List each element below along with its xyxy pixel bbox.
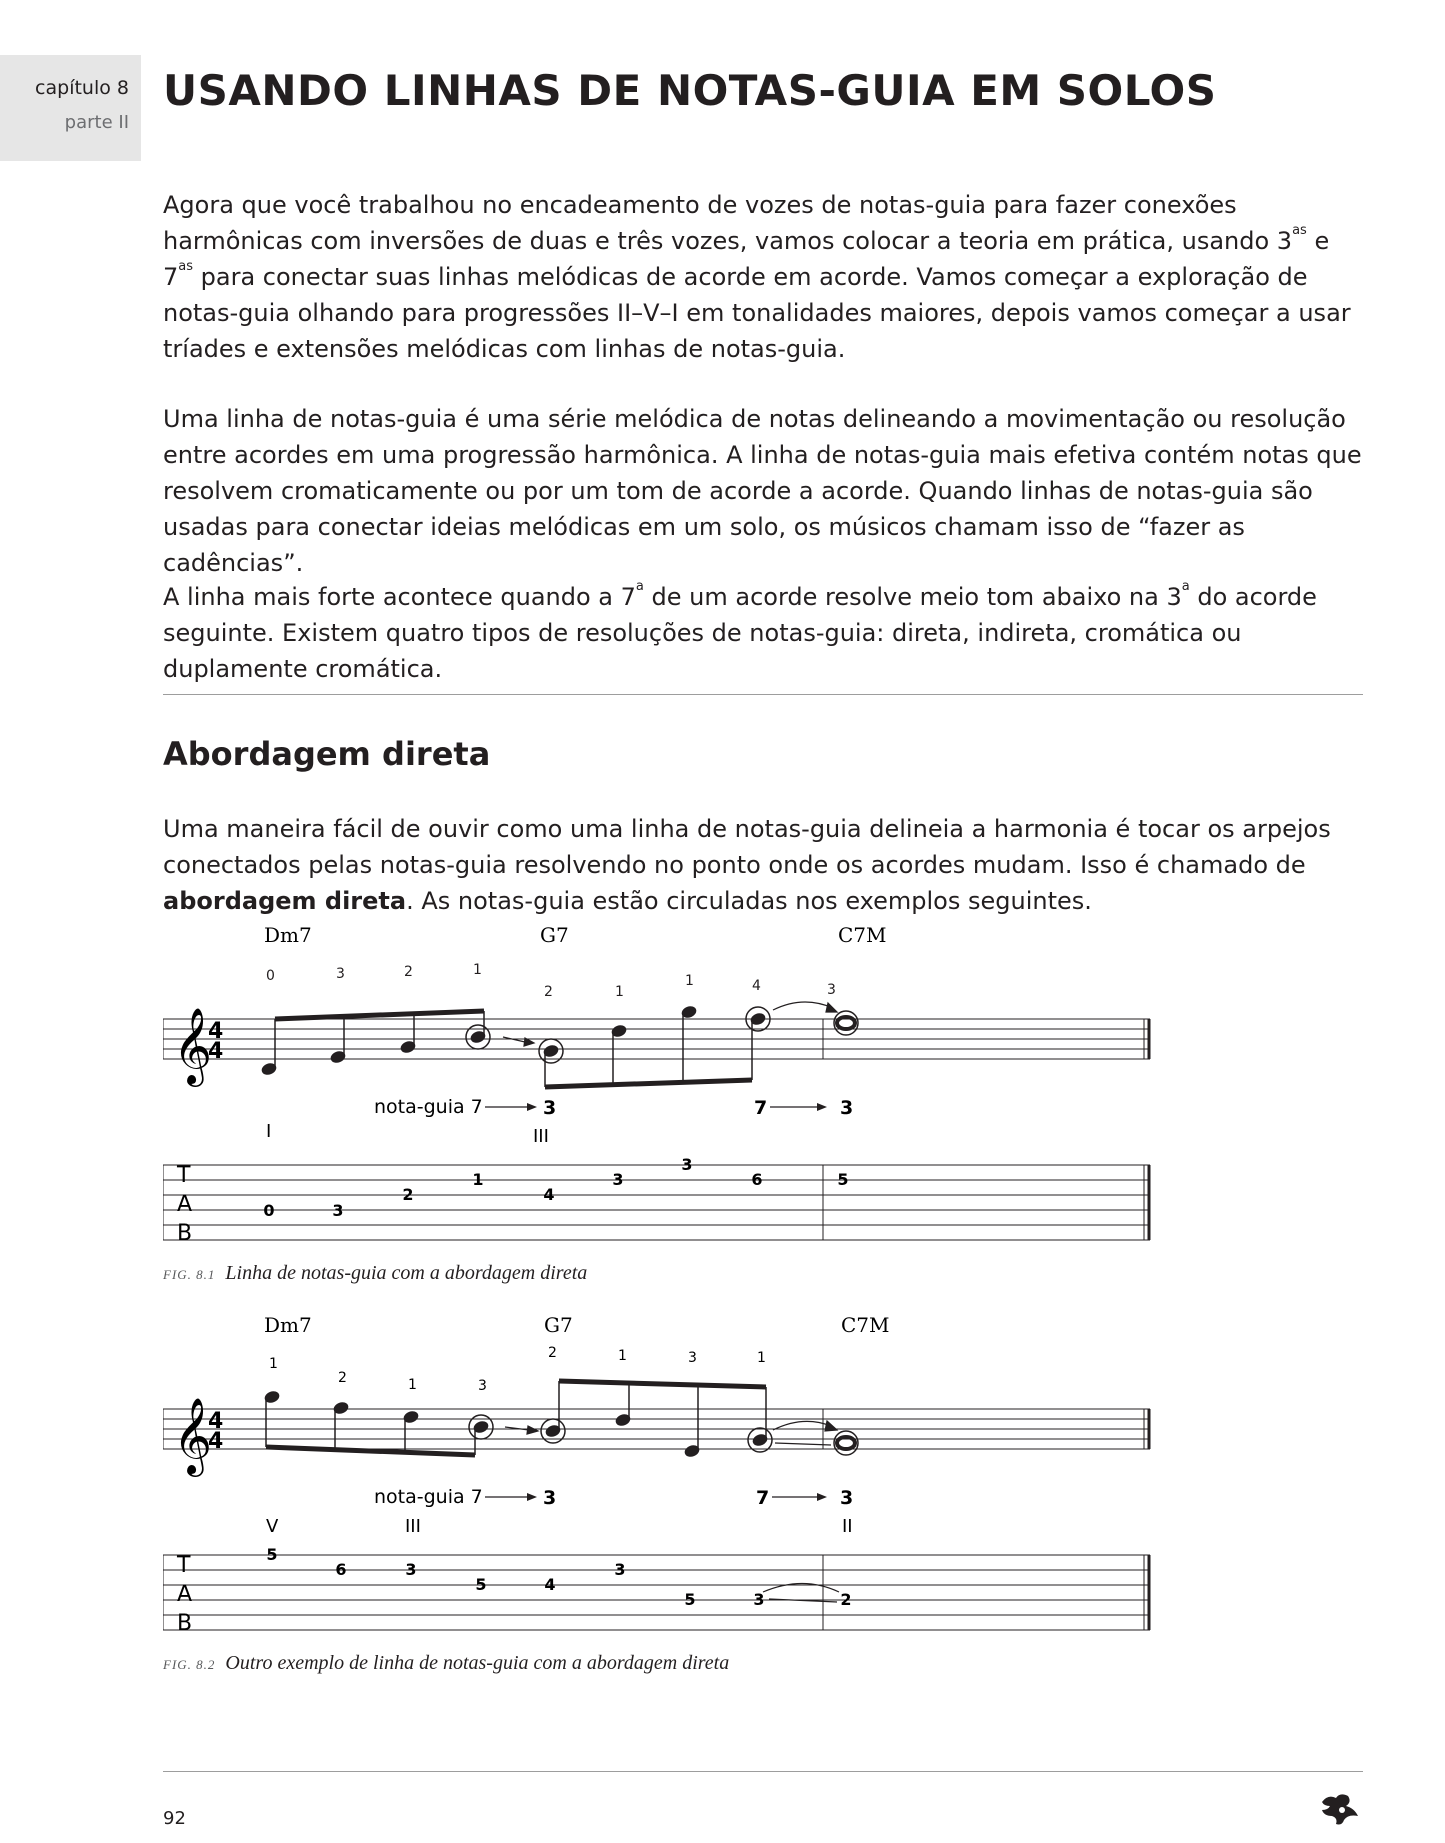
fingering: 1: [757, 1350, 766, 1366]
tab-staff: [163, 1555, 1150, 1630]
tab-number: 5: [266, 1545, 278, 1564]
chapter-tab: [0, 55, 141, 161]
page-title: USANDO LINHAS DE NOTAS-GUIA EM SOLOS: [163, 66, 1217, 115]
chord-symbol: G7: [540, 923, 569, 947]
figure-8-1-caption: FIG. 8.1 Linha de notas-guia com a abordagem direta: [163, 1262, 588, 1284]
fingering: 3: [478, 1378, 487, 1394]
position-marker: III: [533, 1126, 549, 1147]
svg-text:T: T: [177, 1163, 191, 1188]
tab-number: 2: [840, 1590, 852, 1609]
fingering: 3: [336, 966, 345, 982]
section-heading: Abordagem direta: [163, 735, 491, 773]
chord-symbol: G7: [544, 1313, 573, 1337]
tab-number: 3: [405, 1560, 417, 1579]
treble-clef-icon: 𝄞: [173, 1397, 213, 1474]
part-label: parte II: [64, 112, 129, 133]
guide-tone-label: nota-guia 7: [374, 1096, 483, 1118]
tab-number: 4: [543, 1185, 555, 1204]
svg-text:3: 3: [840, 1487, 854, 1509]
section-paragraph: Uma maneira fácil de ouvir como uma linha de notas-guia delineia a harmonia é tocar os arpejos conectados pelas notas-guia resolvendo no ponto onde os acordes mudam. Isso é chamado de abordagem direta. As notas-guia estão circuladas nos exemplos seguintes.: [163, 815, 1331, 915]
tab-number: 5: [684, 1590, 696, 1609]
svg-text:B: B: [177, 1611, 193, 1636]
position-marker: II: [842, 1516, 853, 1537]
chord-symbol: Dm7: [264, 1313, 312, 1337]
fingering: 1: [473, 962, 482, 978]
svg-text:7: 7: [756, 1487, 770, 1509]
fingering: 0: [266, 968, 275, 984]
tab-number: 6: [751, 1170, 763, 1189]
treble-clef-icon: 𝄞: [173, 1007, 213, 1084]
position-marker: III: [405, 1516, 421, 1537]
intro-paragraph-3: A linha mais forte acontece quando a 7$^a$ de um acorde resolve meio tom abaixo na 3$^a$ do acorde seguinte. Existem quatro tipos de resoluções de notas-guia: direta, indireta, cromática ou duplamente cromática.: [163, 579, 1317, 683]
fingering: 2: [544, 984, 553, 1000]
tab-number: 6: [335, 1560, 347, 1579]
tab-number: 3: [612, 1170, 624, 1189]
svg-text:3: 3: [543, 1097, 557, 1119]
music-staff: [163, 1409, 1150, 1449]
svg-text:3: 3: [840, 1097, 854, 1119]
fingering: 1: [408, 1377, 417, 1393]
intro-paragraph-1: Agora que você trabalhou no encadeamento de vozes de notas-guia para fazer conexões harmônicas com inversões de duas e três vozes, vamos colocar a teoria em prática, usando $3^{as}$ e $7^{as}$ para conectar suas linhas melódicas de acorde em acorde. Vamos começar a exploração de notas-guia olhando para progressões II–V–I em tonalidades maiores, depois vamos começar a usar tríades e extensões melódicas com linhas de notas-guia.: [163, 191, 1351, 363]
svg-text:4: 4: [208, 1039, 224, 1064]
svg-text:4: 4: [208, 1409, 224, 1434]
fingering: 1: [618, 1348, 627, 1364]
tab-number: 0: [263, 1201, 275, 1220]
figure-8-2-caption: FIG. 8.2 Outro exemplo de linha de notas-guia com a abordagem direta: [163, 1652, 730, 1674]
figure-8-2-notation: [163, 1310, 1163, 1640]
publisher-logo-icon: [1318, 1788, 1364, 1828]
fingering: 2: [548, 1345, 557, 1361]
tab-number: 2: [402, 1185, 414, 1204]
tab-number: 5: [837, 1170, 849, 1189]
fingering: 1: [615, 984, 624, 1000]
chord-symbol: C7M: [841, 1313, 890, 1337]
svg-text:4: 4: [208, 1429, 224, 1454]
svg-text:7: 7: [754, 1097, 768, 1119]
tab-number: 5: [475, 1575, 487, 1594]
tab-staff: [163, 1165, 1150, 1240]
chord-symbol: Dm7: [264, 923, 312, 947]
figure-8-1-notation: [163, 920, 1163, 1250]
fingering: 1: [269, 1356, 278, 1372]
fingering: 2: [404, 964, 413, 980]
tab-number: 4: [544, 1575, 556, 1594]
svg-text:B: B: [177, 1221, 193, 1246]
fingering: 1: [685, 973, 694, 989]
fingering: 2: [338, 1370, 347, 1386]
svg-text:3: 3: [543, 1487, 557, 1509]
tab-number: 3: [332, 1201, 344, 1220]
fingering: 3: [688, 1350, 697, 1366]
tab-number: 3: [614, 1560, 626, 1579]
footer-divider: [163, 1771, 1363, 1772]
tab-number: 3: [681, 1155, 693, 1174]
svg-text:T: T: [177, 1553, 191, 1578]
fingering: 4: [752, 978, 761, 994]
section-divider: [163, 694, 1363, 695]
svg-text:4: 4: [208, 1019, 224, 1044]
intro-paragraph-2: Uma linha de notas-guia é uma série melódica de notas delineando a movimentação ou resolução entre acordes em uma progressão harmônica. A linha de notas-guia mais efetiva contém notas que resolvem cromaticamente ou por um tom de acorde a acorde. Quando linhas de notas-guia são usadas para conectar ideias melódicas em um solo, os músicos chamam isso de “fazer as cadências”.: [163, 405, 1362, 577]
guide-tone-label: nota-guia 7: [374, 1486, 483, 1508]
svg-text:A: A: [177, 1582, 193, 1607]
music-staff: [163, 1019, 1150, 1059]
page-number: 92: [163, 1808, 186, 1829]
fingering: 3: [827, 982, 836, 998]
svg-text:A: A: [177, 1192, 193, 1217]
tab-number: 3: [753, 1590, 765, 1609]
chord-symbol: C7M: [838, 923, 887, 947]
position-marker: V: [266, 1516, 279, 1537]
position-marker: I: [266, 1121, 272, 1142]
tab-number: 1: [472, 1170, 484, 1189]
chapter-label: capítulo 8: [35, 77, 129, 99]
